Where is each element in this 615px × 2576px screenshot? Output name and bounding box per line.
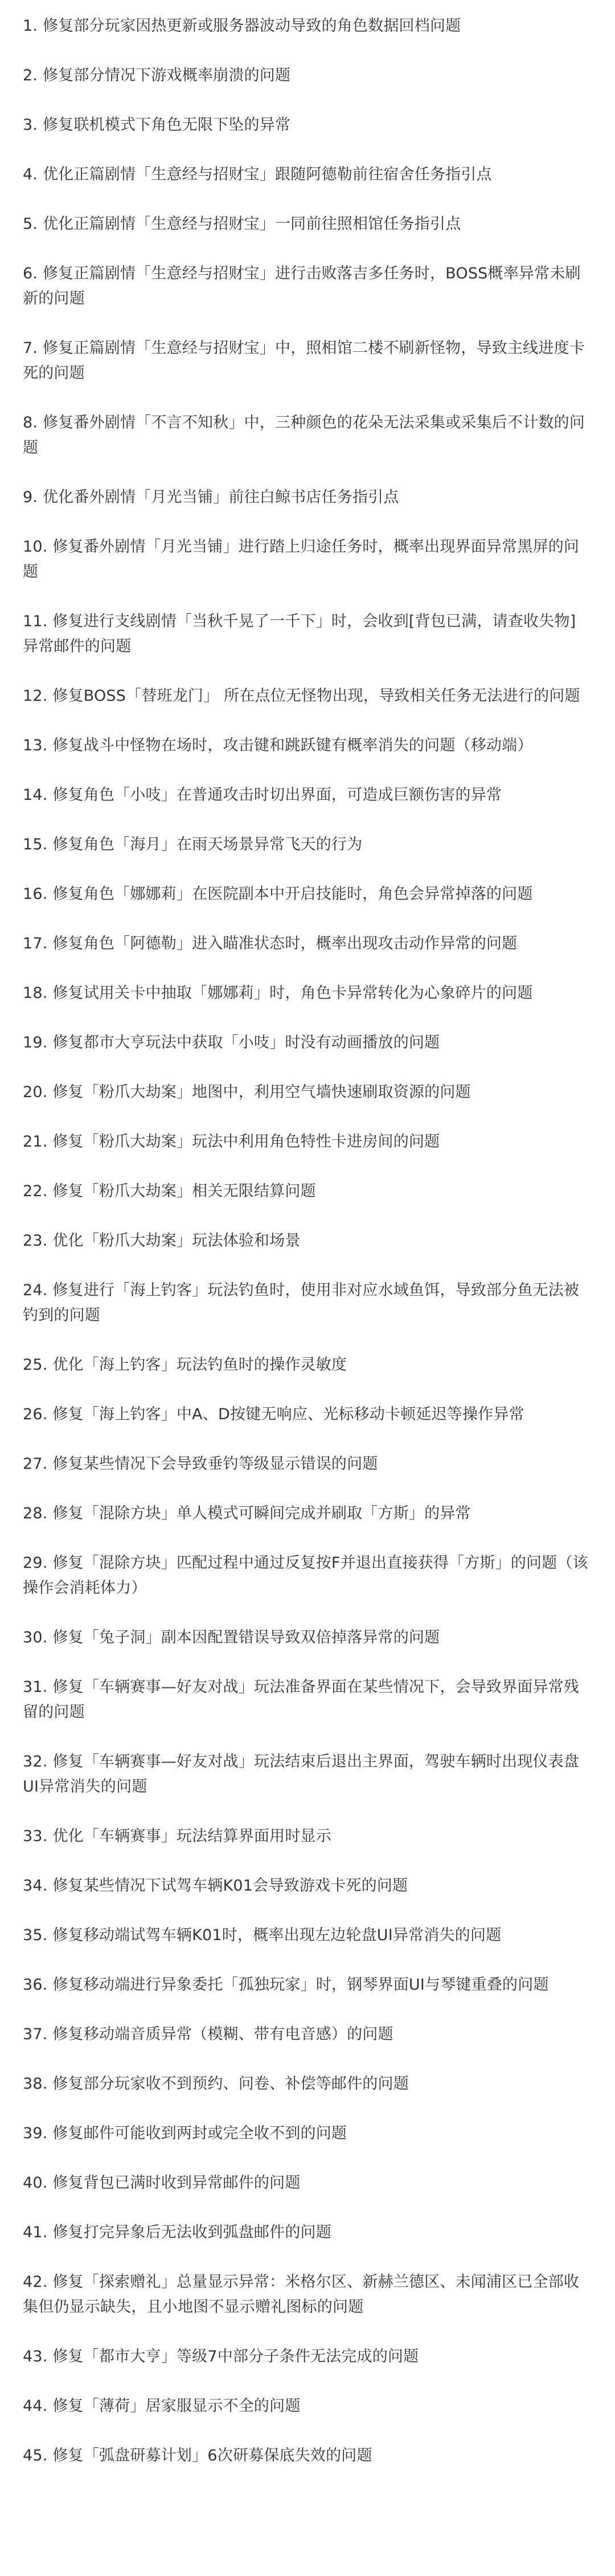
list-item: 34. 修复某些情况下试驾车辆K01会导致游戏卡死的问题 <box>23 1877 408 1895</box>
list-item: 41. 修复打完异象后无法收到弧盘邮件的问题 <box>23 2224 331 2241</box>
list-item: 2. 修复部分情况下游戏概率崩溃的问题 <box>23 67 291 84</box>
list-item: 16. 修复角色「娜娜莉」在医院副本中开启技能时，角色会异常掉落的问题 <box>23 885 533 903</box>
list-item: 44. 修复「薄荷」居家服显示不全的问题 <box>23 2397 301 2415</box>
list-item: 6. 修复正篇剧情「生意经与招财宝」进行击败落吉多任务时，BOSS概率异常未刷新的问题 <box>23 265 581 307</box>
list-item: 12. 修复BOSS「替班龙门」 所在点位无怪物出现，导致相关任务无法进行的问题 <box>23 687 580 705</box>
list-item: 32. 修复「车辆赛事—好友对战」玩法结束后退出主界面，驾驶车辆时出现仪表盘UI异常消失的问题 <box>23 1753 580 1796</box>
list-item: 7. 修复正篇剧情「生意经与招财宝」中，照相馆二楼不刷新怪物，导致主线进度卡死的问题 <box>23 339 585 382</box>
list-item: 1. 修复部分玩家因热更新或服务器波动导致的角色数据回档问题 <box>23 17 461 35</box>
list-item: 5. 优化正篇剧情「生意经与招财宝」一同前往照相馆任务指引点 <box>23 215 461 233</box>
list-item: 38. 修复部分玩家收不到预约、问卷、补偿等邮件的问题 <box>23 2075 409 2093</box>
list-item: 36. 修复移动端进行异象委托「孤独玩家」时，钢琴界面UI与琴键重叠的问题 <box>23 1976 549 1994</box>
list-item: 18. 修复试用关卡中抽取「娜娜莉」时，角色卡异常转化为心象碎片的问题 <box>23 984 533 1002</box>
list-item: 13. 修复战斗中怪物在场时，攻击键和跳跃键有概率消失的问题（移动端） <box>23 737 533 754</box>
list-item: 17. 修复角色「阿德勒」进入瞄准状态时，概率出现攻击动作异常的问题 <box>23 935 518 952</box>
list-item: 30. 修复「兔子洞」副本因配置错误导致双倍掉落异常的问题 <box>23 1629 440 1646</box>
list-item: 31. 修复「车辆赛事—好友对战」玩法准备界面在某些情况下，会导致界面异常残留的问题 <box>23 1678 580 1721</box>
list-item: 28. 修复「混除方块」单人模式可瞬间完成并刷取「方斯」的异常 <box>23 1505 471 1522</box>
list-item: 26. 修复「海上钓客」中A、D按键无响应、光标移动卡顿延迟等操作异常 <box>23 1406 524 1423</box>
list-item: 10. 修复番外剧情「月光当铺」进行踏上归途任务时，概率出现界面异常黑屏的问题 <box>23 538 580 581</box>
list-item: 15. 修复角色「海月」在雨天场景异常飞天的行为 <box>23 836 363 853</box>
list-item: 19. 修复都市大亨玩法中获取「小吱」时没有动画播放的问题 <box>23 1034 440 1051</box>
list-item: 45. 修复「弧盘研募计划」6次研募保底失效的问题 <box>23 2447 372 2464</box>
list-item: 27. 修复某些情况下会导致垂钓等级显示错误的问题 <box>23 1455 378 1473</box>
list-item: 43. 修复「都市大亨」等级7中部分子条件无法完成的问题 <box>23 2348 419 2365</box>
list-item: 42. 修复「探索赠礼」总量显示异常：米格尔区、新赫兰德区、未闻浦区已全部收集但仍显示缺失，且小地图不显示赠礼图标的问题 <box>23 2273 580 2316</box>
list-item: 22. 修复「粉爪大劫案」相关无限结算问题 <box>23 1182 316 1200</box>
list-item: 4. 优化正篇剧情「生意经与招财宝」跟随阿德勒前往宿舍任务指引点 <box>23 166 492 183</box>
list-item: 24. 修复进行「海上钓客」玩法钓鱼时，使用非对应水域鱼饵，导致部分鱼无法被钓到的问题 <box>23 1281 580 1324</box>
list-item: 25. 优化「海上钓客」玩法钓鱼时的操作灵敏度 <box>23 1356 347 1374</box>
list-item: 11. 修复进行支线剧情「当秋千晃了一千下」时，会收到[背包已满，请查收失物]异常邮件的问题 <box>23 613 576 655</box>
list-item: 3. 修复联机模式下角色无限下坠的异常 <box>23 116 291 134</box>
list-item: 29. 修复「混除方块」匹配过程中通过反复按F并退出直接获得「方斯」的问题（该操作会消耗体力） <box>23 1554 588 1597</box>
list-item: 39. 修复邮件可能收到两封或完全收不到的问题 <box>23 2125 347 2142</box>
list-item: 35. 修复移动端试驾车辆K01时，概率出现左边轮盘UI异常消失的问题 <box>23 1926 502 1944</box>
list-item: 21. 修复「粉爪大劫案」玩法中利用角色特性卡进房间的问题 <box>23 1133 440 1151</box>
list-item: 33. 优化「车辆赛事」玩法结算界面用时显示 <box>23 1827 331 1845</box>
list-item: 40. 修复背包已满时收到异常邮件的问题 <box>23 2174 301 2192</box>
list-item: 9. 优化番外剧情「月光当铺」前往白鲸书店任务指引点 <box>23 488 399 506</box>
list-item: 37. 修复移动端音质异常（模糊、带有电音感）的问题 <box>23 2026 393 2043</box>
list-item: 14. 修复角色「小吱」在普通攻击时切出界面，可造成巨额伤害的异常 <box>23 786 502 804</box>
list-item: 23. 优化「粉爪大劫案」玩法体验和场景 <box>23 1232 301 1250</box>
list-item: 8. 修复番外剧情「不言不知秋」中，三种颜色的花朵无法采集或采集后不计数的问题 <box>23 414 585 457</box>
list-item: 20. 修复「粉爪大劫案」地图中，利用空气墙快速刷取资源的问题 <box>23 1083 471 1101</box>
